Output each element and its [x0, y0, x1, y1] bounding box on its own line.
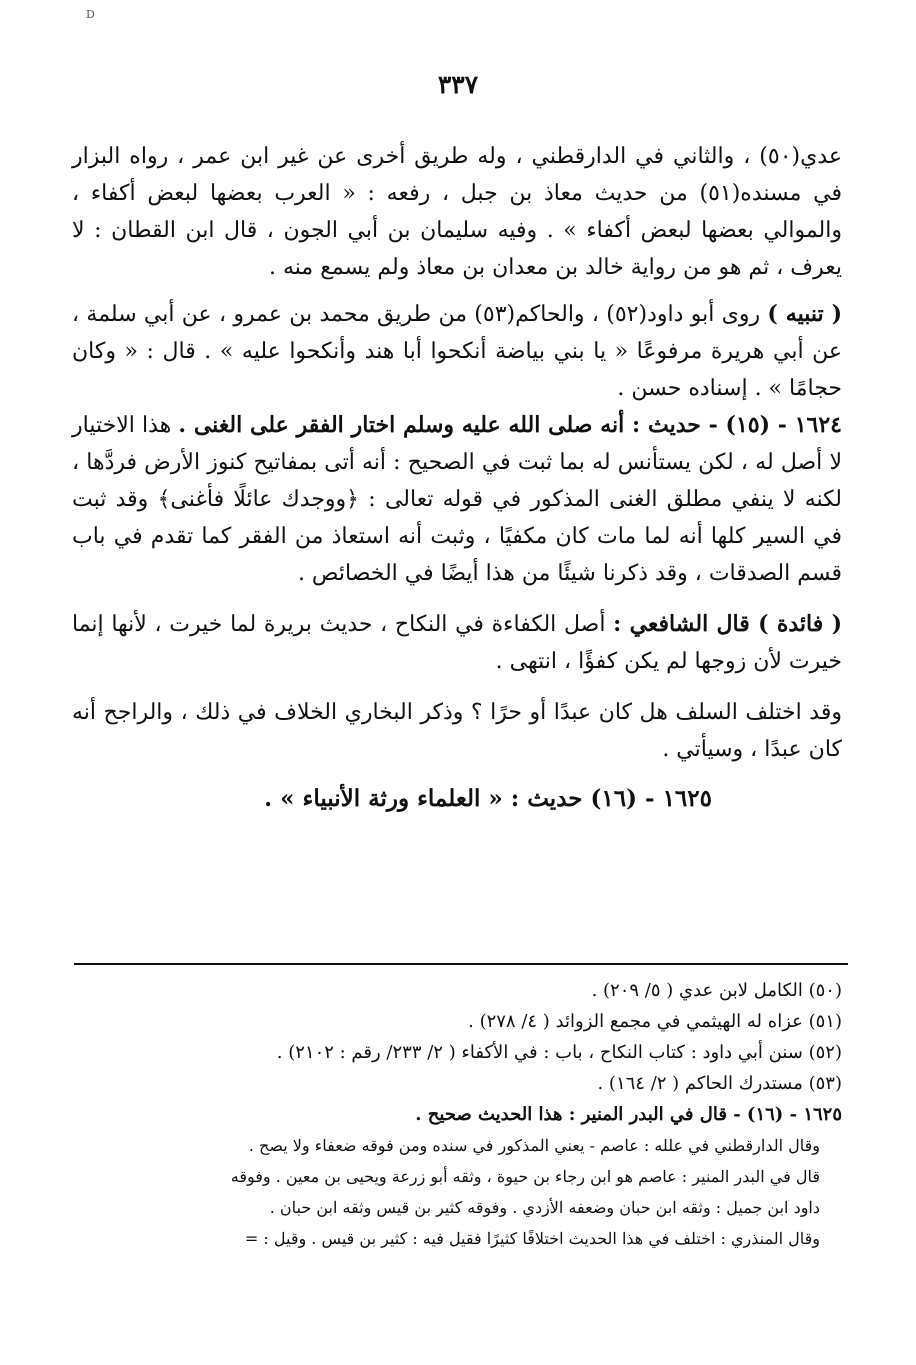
footnote-51: (٥١) عزاه له الهيثمي في مجمع الزوائد ( ٤/ ٢٧٨) . — [468, 1011, 842, 1032]
faida-text: أصل الكفاءة في النكاح ، حديث بريرة لما خيرت ، لأنها إنما خيرت لأن زوجها لم يكن كفؤًا ، انتهى . — [72, 612, 842, 674]
tanbih-label: ( تنبيه ) — [767, 301, 842, 327]
main-text — [72, 138, 842, 817]
hadith-1624-heading: ١٦٢٤ - (١٥) - حديث : أنه صلى الله عليه وسلم اختار الفقر على الغنى . — [178, 412, 842, 438]
paragraph-faida — [72, 606, 842, 680]
footnote-1625-line: قال في البدر المنير : عاصم هو ابن رجاء بن حيوة ، وثقه أبو زرعة ويحيى بن معين . وفوقه — [230, 1167, 820, 1186]
hadith-1624-commentary: هذا الاختيار لا أصل له ، لكن يستأنس له بما ثبت في الصحيح : أنه أتى بمفاتيح كنوز الأرض فردَّها ، لكنه لا ينفي مطلق الغنى المذكور في قوله تعالى : ﴿ووجدك عائلًا فأغنى﴾ وقد ثبت في السير كلها أنه لما مات كان مكفيًا ، وثبت أنه استعاذ من الفقر كما تقدم في باب قسم الصدقات ، وقد ذكرنا شيئًا من هذا أيضًا في الخصائص . — [72, 413, 842, 586]
paragraph-tanbih — [72, 296, 842, 407]
page-number: ٣٣٧ — [437, 70, 479, 99]
paragraph-hadith-continuation: عدي(٥٠) ، والثاني في الدارقطني ، وله طريق أخرى عن غير ابن عمر ، رواه البزار في مسنده(٥١) من حديث معاذ بن جبل ، رفعه : « العرب بعضها لبعض أكفاء ، والموالي بعضها لبعض أكفاء » . وفيه سليمان بن أبي الجون ، قال ابن القطان : لا يعرف ، ثم هو من رواية خالد بن معدان بن معاذ ولم يسمع منه . — [72, 144, 842, 280]
footnote-53: (٥٣) مستدرك الحاكم ( ٢/ ١٦٤) . — [597, 1073, 842, 1094]
footnote-divider — [74, 963, 848, 965]
footnote-1625-line: وقال الدارقطني في علله : عاصم - يعني المذكور في سنده ومن فوقه ضعفاء ولا يصح . — [248, 1136, 820, 1155]
faida-label: ( فائدة ) قال الشافعي : — [613, 611, 842, 637]
footnote-1625-line: وقال المنذري : اختلف في هذا الحديث اختلافًا كثيرًا فقيل فيه : كثير بن قيس . وقيل : = — [244, 1229, 820, 1248]
hadith-1624 — [72, 407, 842, 592]
footnotes — [68, 975, 842, 1254]
footnote-1625-heading: ١٦٢٥ - (١٦) - قال في البدر المنير : هذا الحديث صحيح . — [415, 1104, 842, 1125]
footnote-50: (٥٠) الكامل لابن عدي ( ٥/ ٢٠٩) . — [591, 980, 842, 1001]
corner-mark: D — [86, 8, 95, 21]
hadith-1625-heading: ١٦٢٥ - (١٦) حديث : « العلماء ورثة الأنبياء » . — [264, 785, 712, 812]
footnote-52: (٥٢) سنن أبي داود : كتاب النكاح ، باب : في الأكفاء ( ٢/ ٢٣٣/ رقم : ٢١٠٢) . — [276, 1042, 842, 1063]
footnote-1625-line: داود ابن جميل : وثقه ابن حبان وضعفه الأزدي . وفوقه كثير بن قيس وثقه ابن حبان . — [269, 1198, 820, 1217]
tanbih-text: روى أبو داود(٥٢) ، والحاكم(٥٣) من طريق محمد بن عمرو ، عن أبي سلمة ، عن أبي هريرة مرفوعًا « يا بني بياضة أنكحوا أبا هند وأنكحوا عليه » . قال : « وكان حجامًا » . إسناده حسن . — [72, 302, 842, 401]
paragraph-salaf-disagreement: وقد اختلف السلف هل كان عبدًا أو حرًا ؟ وذكر البخاري الخلاف في ذلك ، والراجح أنه كان عبدًا ، وسيأتي . — [72, 700, 842, 762]
